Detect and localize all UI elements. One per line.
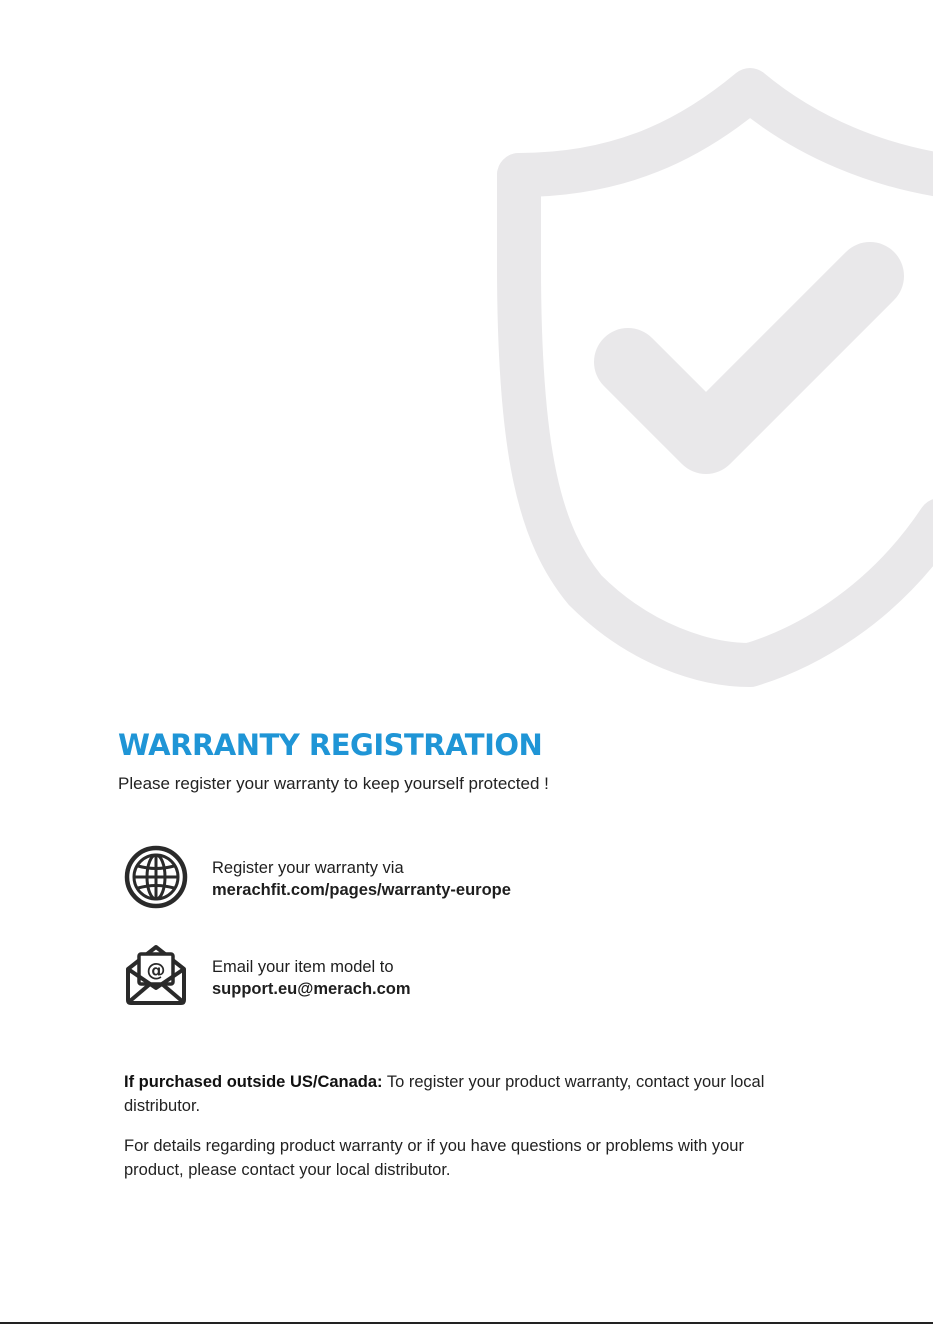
website-option bbox=[212, 857, 511, 901]
details-note: For details regarding product warranty or if you have questions or problems with your product, please contact your local distributor. bbox=[124, 1137, 744, 1179]
outside-us-label: If purchased outside US/Canada: bbox=[124, 1073, 383, 1091]
email-option bbox=[212, 956, 411, 1000]
page-subtitle: Please register your warranty to keep yourself protected ! bbox=[118, 774, 549, 793]
website-option-label: Register your warranty via bbox=[212, 859, 404, 877]
mail-icon bbox=[124, 942, 188, 1006]
support-email-link[interactable]: support.eu@merach.com bbox=[212, 980, 411, 998]
globe-icon bbox=[124, 845, 188, 909]
warranty-url-link[interactable]: merachfit.com/pages/warranty-europe bbox=[212, 881, 511, 899]
svg-text:@: @ bbox=[146, 959, 166, 981]
page-title: WARRANTY REGISTRATION bbox=[118, 728, 543, 762]
email-option-label: Email your item model to bbox=[212, 958, 394, 976]
outside-us-note bbox=[124, 1070, 804, 1118]
outside-us-text: To register your product warranty, contact your local distributor. bbox=[124, 1073, 765, 1115]
